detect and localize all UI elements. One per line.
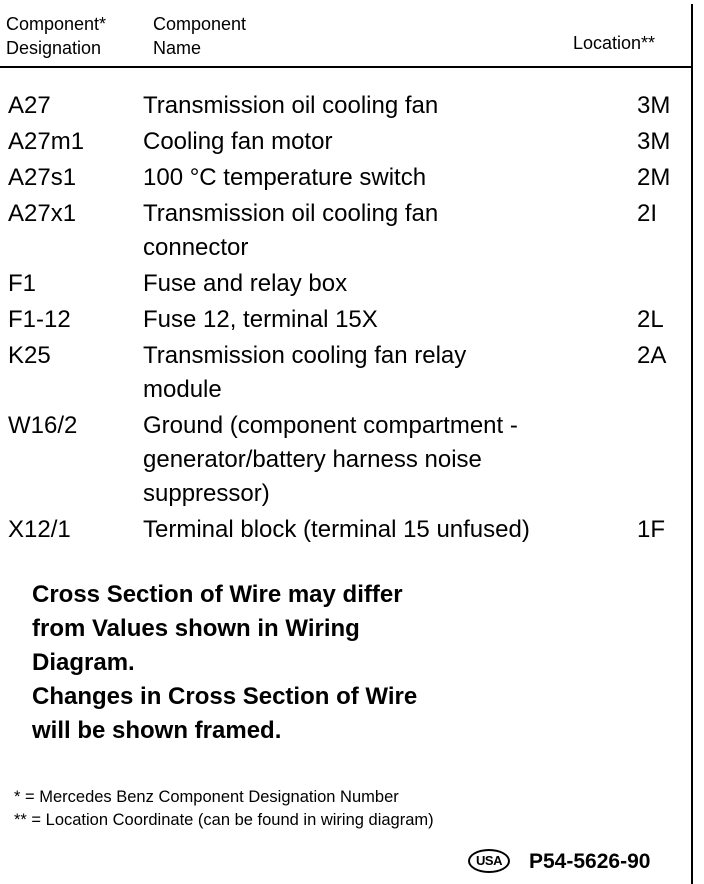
component-name: Transmission oil cooling fan — [143, 92, 439, 119]
usa-badge: USA — [468, 849, 510, 873]
header-location: Location** — [573, 33, 656, 53]
table-row — [0, 161, 691, 195]
component-designation: K25 — [8, 342, 51, 369]
table-row — [0, 303, 691, 337]
component-table — [0, 89, 691, 549]
component-name: Terminal block (terminal 15 unfused) — [143, 516, 530, 543]
component-name: Fuse and relay box — [143, 270, 348, 297]
table-row — [0, 197, 691, 265]
table-row — [0, 89, 691, 123]
component-name: Fuse 12, terminal 15X — [143, 306, 378, 333]
wire-cross-section-note — [32, 578, 417, 748]
header-divider — [0, 66, 691, 68]
component-location: 2M — [637, 164, 671, 191]
component-name: Cooling fan motor — [143, 128, 333, 155]
component-designation: A27x1 — [8, 200, 77, 227]
table-row — [0, 409, 691, 511]
component-designation: A27m1 — [8, 128, 85, 155]
header-component-name: Component Name — [153, 14, 247, 58]
footnote-designation-number: * = Mercedes Benz Component Designation Number — [14, 788, 399, 806]
component-designation: F1-12 — [8, 306, 71, 333]
note-line: Changes in Cross Section of Wire — [32, 683, 418, 710]
component-designation: A27s1 — [8, 164, 77, 191]
component-designation: F1 — [8, 270, 37, 297]
reference-code: P54-5626-90 — [529, 850, 651, 873]
footnote-location-coordinate: ** = Location Coordinate (can be found in wiring diagram) — [14, 811, 434, 829]
component-location: 3M — [637, 128, 671, 155]
component-name: Transmission oil cooling fan connector — [143, 200, 439, 261]
header-designation: Component* Designation — [6, 14, 107, 58]
component-designation: X12/1 — [8, 516, 71, 543]
note-line: from Values shown in Wiring — [32, 615, 360, 642]
component-designation: W16/2 — [8, 412, 78, 439]
note-line: Cross Section of Wire may differ — [32, 581, 403, 608]
footnotes — [14, 786, 434, 832]
component-designation: A27 — [8, 92, 51, 119]
note-line: will be shown framed. — [32, 717, 282, 744]
component-name: 100 °C temperature switch — [143, 164, 427, 191]
table-row — [0, 125, 691, 159]
component-name: Ground (component compartment - generator/battery harness noise suppressor) — [143, 412, 518, 507]
component-location: 2A — [637, 342, 667, 369]
table-row — [0, 267, 691, 301]
note-line: Diagram. — [32, 649, 135, 676]
component-location: 3M — [637, 92, 671, 119]
right-border-rule — [691, 4, 693, 884]
table-row — [0, 513, 691, 547]
component-location: 2I — [637, 200, 658, 227]
component-name: Transmission cooling fan relay module — [143, 342, 467, 403]
component-location: 1F — [637, 516, 666, 543]
table-row — [0, 339, 691, 407]
component-location: 2L — [637, 306, 664, 333]
